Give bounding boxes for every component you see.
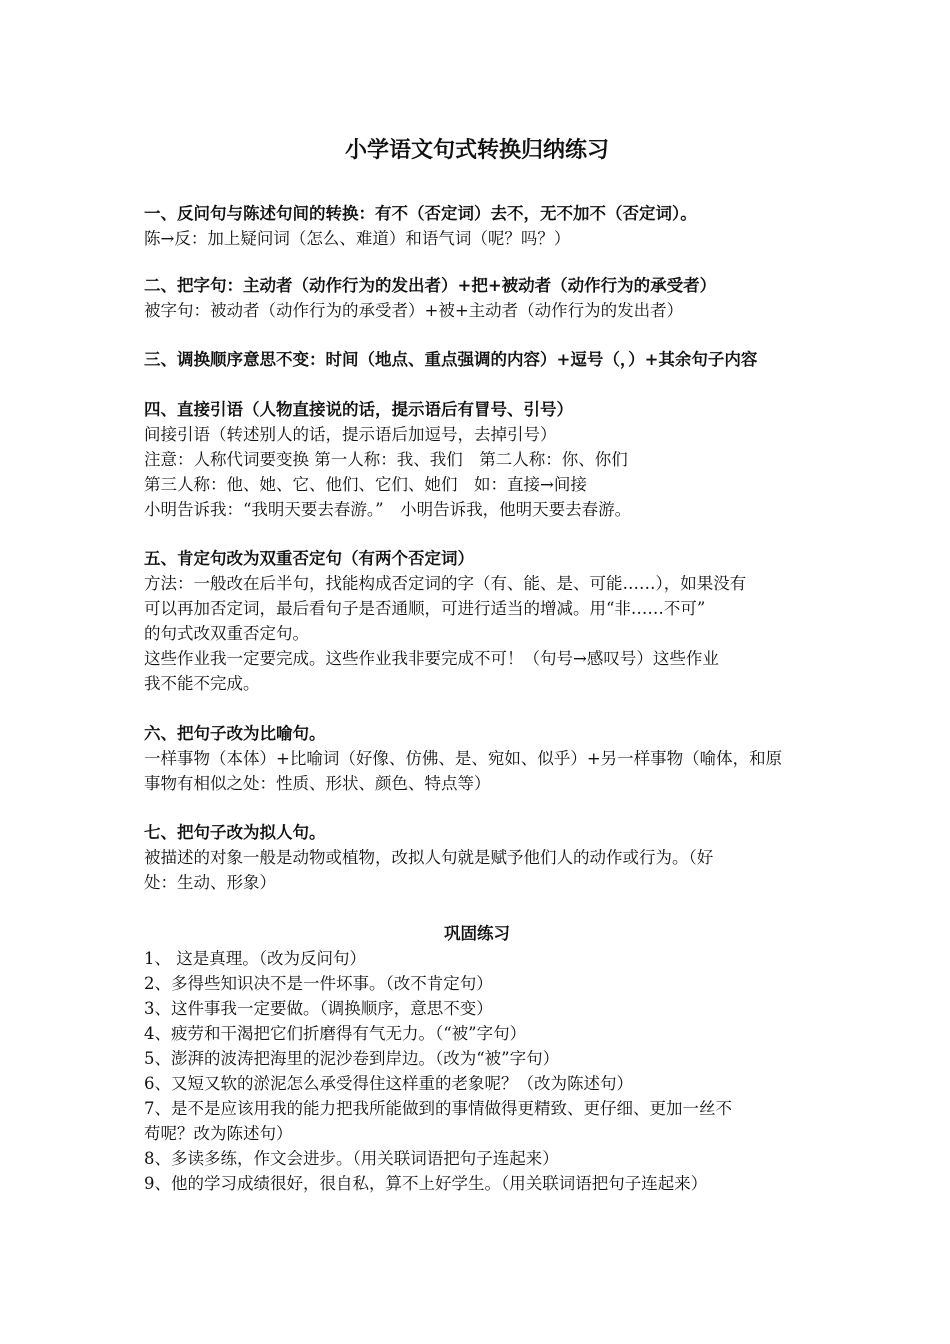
practice-item: 7、是不是应该用我的能力把我所能做到的事情做得更精致、更仔细、更加一丝不 xyxy=(144,1099,732,1118)
practice-item: 4、疲劳和干渴把它们折磨得有气无力。（“被”字句） xyxy=(144,1024,527,1043)
practice-section xyxy=(144,921,810,1196)
section-heading: 七、把句子改为拟人句。 xyxy=(144,823,326,842)
section-line: 陈→反：加上疑问词（怎么、难道）和语气词（呢？吗？） xyxy=(144,229,571,248)
section-line: 这些作业我一定要完成。这些作业我非要完成不可！（句号→感叹号）这些作业 xyxy=(144,649,719,668)
practice-item: 9、他的学习成绩很好，很自私，算不上好学生。（用关联词语把句子连起来） xyxy=(144,1174,708,1193)
section-7 xyxy=(144,820,810,895)
section-heading: 一、反问句与陈述句间的转换：有不（否定词）去不，无不加不（否定词）。 xyxy=(144,204,697,223)
section-heading: 三、调换顺序意思不变：时间（地点、重点强调的内容）+逗号（，）+其余句子内容 xyxy=(144,350,758,369)
section-line: 间接引语（转述别人的话，提示语后加逗号，去掉引号） xyxy=(144,425,557,444)
section-heading: 二、把字句：主动者（动作行为的发出者）+把+被动者（动作行为的承受者） xyxy=(144,276,717,295)
section-heading: 六、把句子改为比喻句。 xyxy=(144,724,326,743)
section-line: 一样事物（本体）+比喻词（好像、仿佛、是、宛如、似乎）+另一样事物（喻体，和原 xyxy=(144,749,783,768)
section-line: 事物有相似之处：性质、形状、颜色、特点等） xyxy=(144,774,491,793)
practice-item: 1、 这是真理。（改为反问句） xyxy=(144,949,366,968)
section-line: 的句式改双重否定句。 xyxy=(144,624,309,643)
section-4 xyxy=(144,397,810,522)
practice-item: 3、这件事我一定要做。（调换顺序，意思不变） xyxy=(144,999,493,1018)
document-title: 小学语文句式转换归纳练习 xyxy=(344,137,609,163)
practice-item: 6、又短又软的淤泥怎么承受得住这样重的老象呢？（改为陈述句） xyxy=(144,1074,633,1093)
section-line: 小明告诉我：“我明天要去春游。” 小明告诉我，他明天要去春游。 xyxy=(144,500,632,519)
practice-heading: 巩固练习 xyxy=(444,924,510,943)
section-heading: 四、直接引语（人物直接说的话，提示语后有冒号、引号） xyxy=(144,400,573,419)
section-line: 被字句：被动者（动作行为的承受者）+被+主动者（动作行为的发出者） xyxy=(144,301,684,320)
section-line: 被描述的对象一般是动物或植物，改拟人句就是赋予他们人的动作或行为。（好 xyxy=(144,848,714,867)
section-5 xyxy=(144,546,810,696)
section-line: 处：生动、形象） xyxy=(144,873,276,892)
section-line: 我不能不完成。 xyxy=(144,674,260,693)
section-line: 第三人称：他、她、它、他们、它们、她们 如：直接→间接 xyxy=(144,475,587,494)
section-1 xyxy=(144,201,810,251)
practice-item: 5、澎湃的波涛把海里的泥沙卷到岸边。（改为“被”字句） xyxy=(144,1049,560,1068)
section-3 xyxy=(144,347,810,372)
practice-item: 8、多读多练，作文会进步。（用关联词语把句子连起来） xyxy=(144,1149,559,1168)
section-2 xyxy=(144,273,810,323)
practice-item: 2、多得些知识决不是一件坏事。（改不肯定句） xyxy=(144,974,493,993)
section-line: 注意：人称代词要变换 第一人称：我、我们 第二人称：你、你们 xyxy=(144,450,628,469)
section-line: 可以再加否定词，最后看句子是否通顺，可进行适当的增减。用“非……不可” xyxy=(144,599,706,618)
practice-item: 苟呢？改为陈述句） xyxy=(144,1124,293,1143)
section-heading: 五、肯定句改为双重否定句（有两个否定词） xyxy=(144,549,474,568)
section-6 xyxy=(144,721,810,796)
section-line: 方法：一般改在后半句，找能构成否定词的字（有、能、是、可能……），如果没有 xyxy=(144,574,747,593)
